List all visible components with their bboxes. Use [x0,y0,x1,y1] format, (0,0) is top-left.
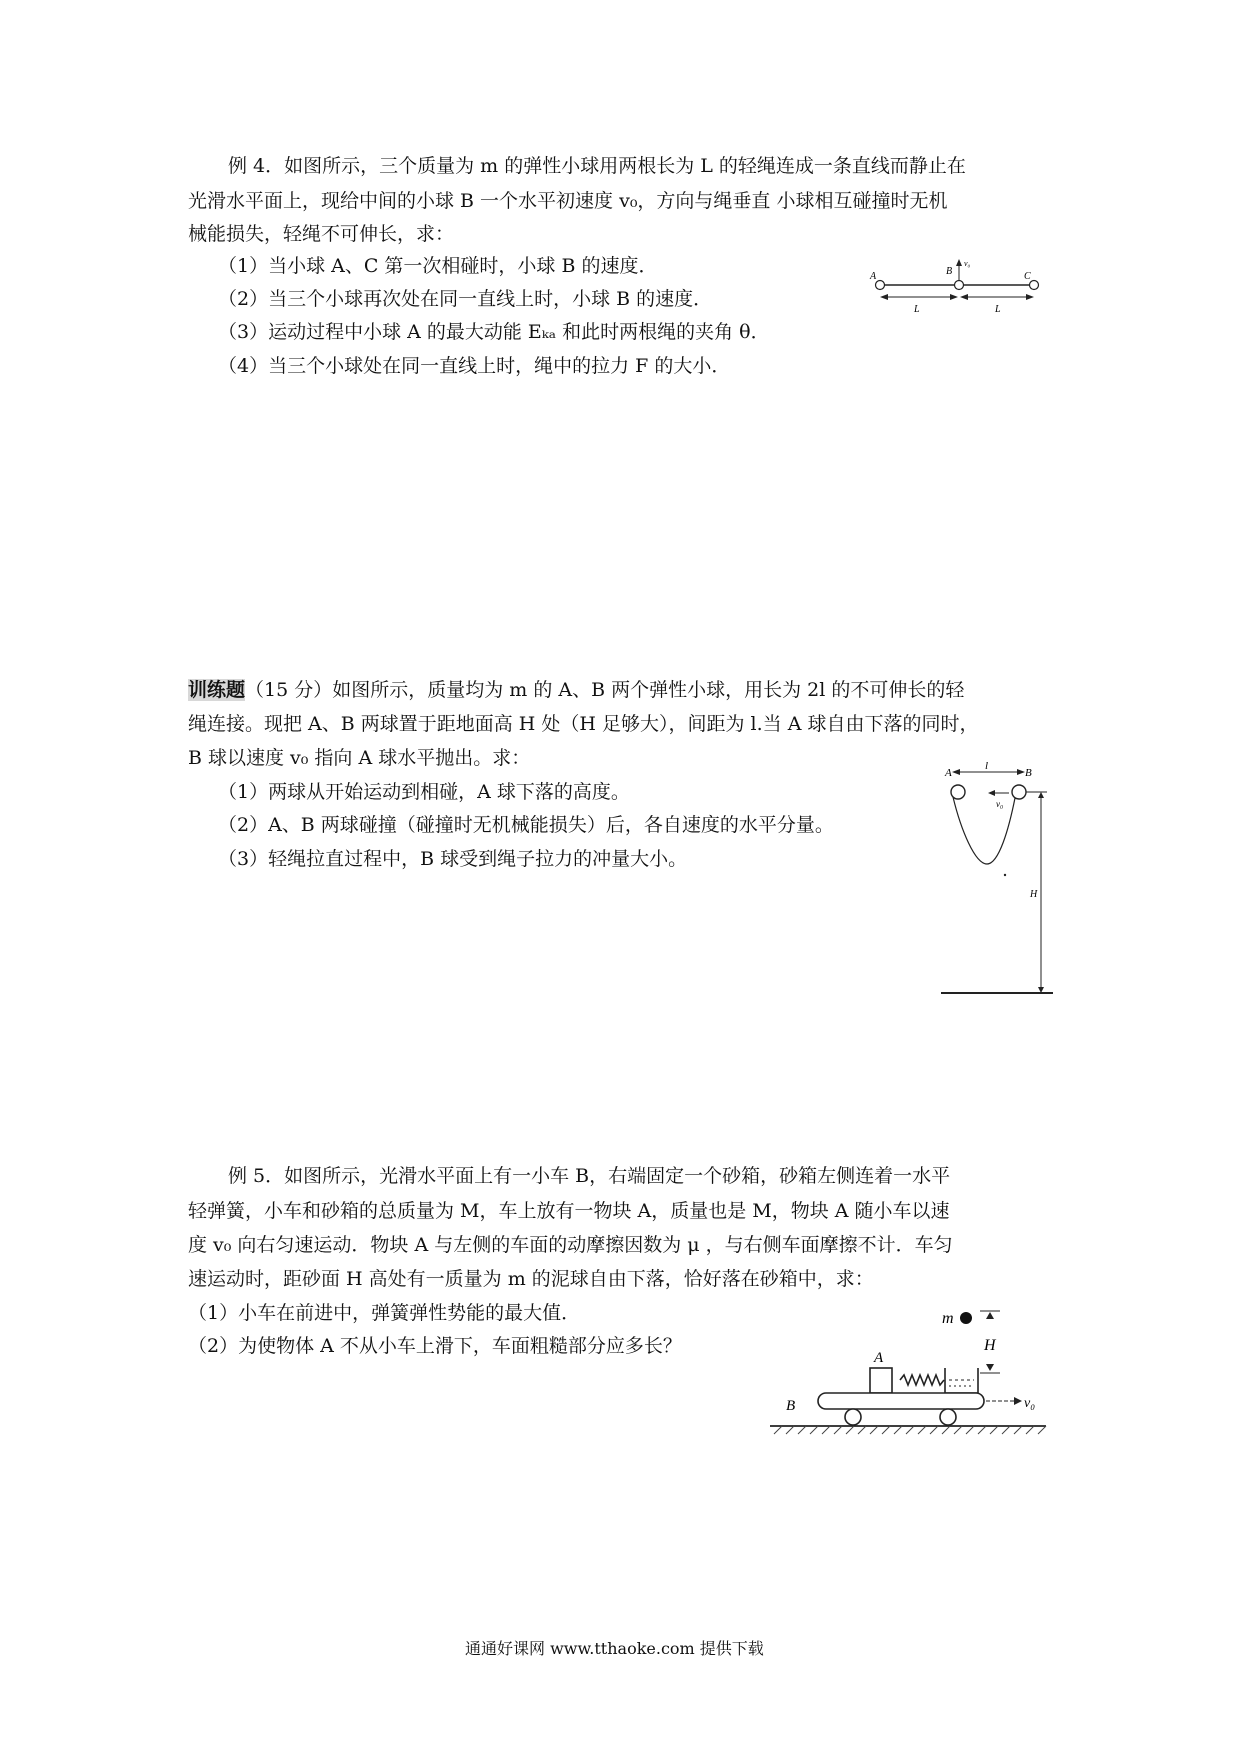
ex5-fig-label-b: B [786,1398,796,1414]
ex4-fig-label-v0: v₀ [964,259,971,268]
train-fig-label-a: A [945,767,952,779]
ex5-line-1: 例 5．如图所示，光滑水平面上有一小车 B，右端固定一个砂箱，砂箱左侧连着一水平 [228,1165,951,1187]
ex5-fig-label-a: A [874,1350,884,1366]
ex5-fig-label-v0: v₀ [1024,1396,1036,1411]
train-q3: （3）轻绳拉直过程中，B 球受到绳子拉力的冲量大小。 [218,848,688,870]
ex4-q4: （4）当三个小球处在同一直线上时，绳中的拉力 F 的大小． [218,355,731,377]
ex5-cart-figure [770,1300,1070,1450]
ex4-q2: （2）当三个小球再次处在同一直线上时，小球 B 的速度． [218,288,713,310]
ex4-line-1: 例 4．如图所示，三个质量为 m 的弹性小球用两根长为 L 的轻绳连成一条直线而静止在 [228,155,966,177]
train-q1: （1）两球从开始运动到相碰，A 球下落的高度。 [218,781,630,803]
ex4-line-2: 光滑水平面上，现给中间的小球 B 一个水平初速度 v₀，方向与绳垂直 小球相互碰撞时无机 [188,190,948,212]
train-q2: （2）A、B 两球碰撞（碰撞时无机械能损失）后，各自速度的水平分量。 [218,814,834,836]
ex4-fig-label-len-right: L [995,304,1001,315]
train-title: 训练题 [188,679,246,701]
ex5-fig-label-h: H [984,1337,996,1354]
ex5-line-4: 速运动时，距砂面 H 高处有一质量为 m 的泥球自由下落，恰好落在砂箱中，求： [188,1268,874,1290]
ex5-line-3: 度 v₀ 向右匀速运动．物块 A 与左侧的车面的动摩擦因数为 μ ，与右侧车面摩擦不计．车匀 [188,1234,953,1256]
ex5-fig-label-m: m [942,1310,954,1327]
train-line-1 [188,678,964,702]
ex5-line-2: 轻弹簧，小车和砂箱的总质量为 M，车上放有一物块 A，质量也是 M，物块 A 随小车以速 [188,1200,950,1222]
train-fig-label-h: H [1030,889,1038,900]
train-line-1-text: （15 分）如图所示，质量均为 m 的 A、B 两个弹性小球，用长为 2l 的不可伸长的轻 [245,679,965,701]
ex5-q1: （1）小车在前进中，弹簧弹性势能的最大值． [188,1302,581,1324]
train-fig-label-b: B [1025,767,1032,779]
ex4-fig-label-c: C [1024,271,1031,282]
train-line-3: B 球以速度 v₀ 指向 A 球水平抛出。求： [188,747,531,769]
page-footer: 通通好课网 www.tthaoke.com 提供下载 [465,1639,764,1658]
train-rope-balls-figure [935,760,1065,1000]
train-line-2: 绳连接。现把 A、B 两球置于距地面高 H 处（H 足够大），间距为 l.当 A 球自由下落的同时， [188,713,979,735]
ex4-line-3: 械能损失，轻绳不可伸长，求： [188,223,455,245]
train-fig-label-l: l [985,760,989,772]
ex5-q2: （2）为使物体 A 不从小车上滑下，车面粗糙部分应多长？ [188,1335,682,1357]
ex4-three-balls-figure [860,255,1040,315]
ex4-fig-label-a: A [870,271,877,282]
ex4-fig-label-len-left: L [914,304,920,315]
ex4-fig-label-b: B [946,266,953,277]
ex4-q1: （1）当小球 A、C 第一次相碰时，小球 B 的速度． [218,255,658,277]
train-fig-label-v0: v₀ [996,799,1004,809]
ex4-q3: （3）运动过程中小球 A 的最大动能 Eₖₐ 和此时两根绳的夹角 θ． [218,321,770,343]
